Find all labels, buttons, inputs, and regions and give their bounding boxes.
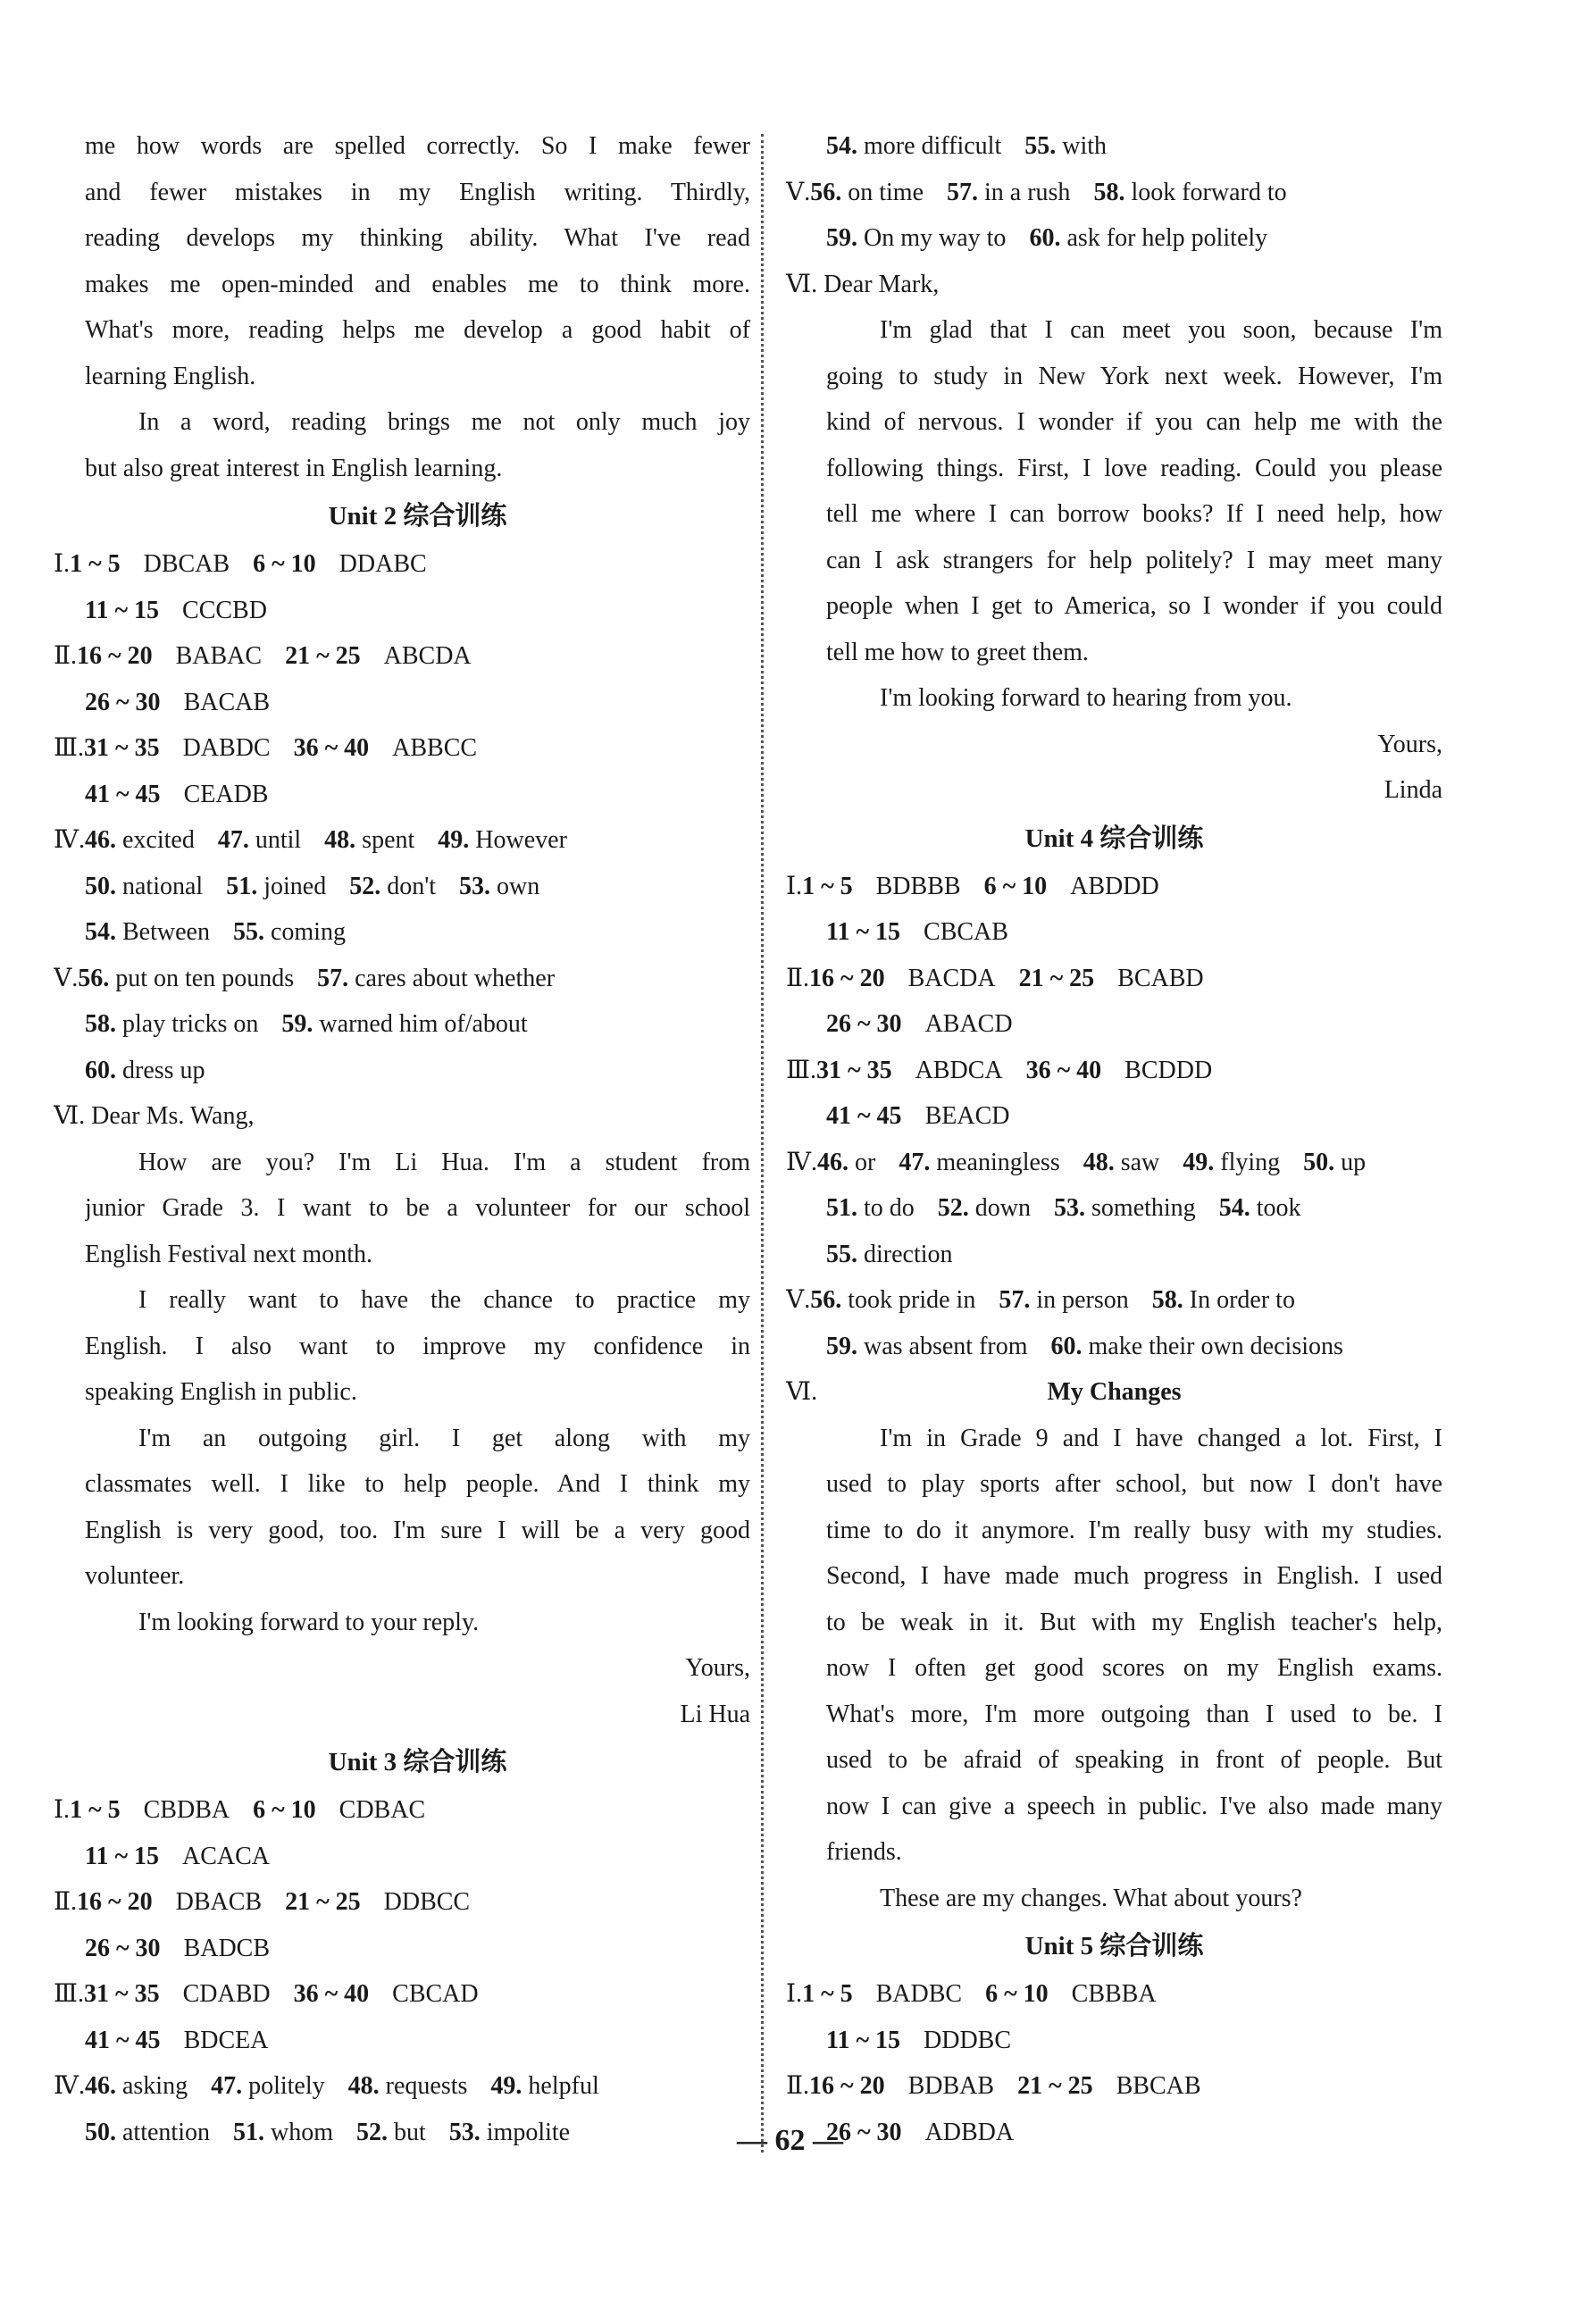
answer-text: requests [385, 2072, 468, 2100]
answer-row [54, 725, 750, 772]
answer-text: On my way to [864, 224, 1007, 252]
letter-paragraph [786, 307, 1442, 814]
question-number: 60. [1050, 1332, 1083, 1360]
text-line: but also great interest in English learning. [85, 454, 503, 482]
question-range: 16 ~ 20 [809, 2072, 885, 2100]
answer-text: ABBCC [392, 734, 478, 762]
answer-text: ADBDA [924, 2118, 1015, 2146]
text-line: now I often get good scores on my English exams. [826, 1654, 1442, 1682]
answer-text: put on ten pounds [115, 964, 295, 992]
question-range: 31 ~ 35 [816, 1056, 892, 1084]
question-range: 26 ~ 30 [826, 1010, 902, 1038]
answer-row [786, 215, 1442, 262]
roman-numeral: Ⅱ. [786, 2072, 810, 2100]
answer-row [85, 1001, 750, 1048]
roman-numeral: Ⅳ. [54, 826, 85, 854]
question-range: 21 ~ 25 [285, 1888, 361, 1916]
answer-row [786, 1140, 1442, 1186]
answer-row [786, 2063, 1442, 2110]
question-range: 31 ~ 35 [84, 734, 160, 762]
question-range: 1 ~ 5 [70, 550, 121, 578]
answer-row [85, 680, 750, 726]
question-range: 41 ~ 45 [85, 2026, 161, 2054]
text-line: kind of nervous. I wonder if you can help me with the [826, 408, 1442, 436]
answer-row [54, 2063, 750, 2110]
answer-row [85, 772, 750, 818]
answer-row [786, 1001, 1442, 1048]
text-line: learning English. [85, 362, 256, 390]
answer-text: cares about whether [355, 964, 556, 992]
answer-text: asking [121, 2072, 188, 2100]
question-number: 52. [937, 1194, 969, 1222]
question-number: 52. [349, 872, 381, 900]
answer-text: ABDCA [915, 1056, 1003, 1084]
answer-text: CCCBD [182, 596, 267, 624]
answer-text: ABDDD [1070, 872, 1159, 900]
text-line: can I ask strangers for help politely? I may meet many [826, 546, 1442, 574]
question-number: 49. [1183, 1148, 1215, 1176]
text-line: speaking English in public. [85, 1378, 357, 1406]
question-number: 53. [459, 872, 491, 900]
answer-text: BDBAB [907, 2072, 995, 2100]
question-range: 11 ~ 15 [85, 1842, 160, 1870]
answer-text: excited [121, 826, 195, 854]
answer-text: CDABD [182, 1980, 271, 2008]
answer-row [54, 1093, 750, 1140]
text-line: and fewer mistakes in my English writing. Thirdly, [85, 178, 750, 206]
roman-numeral: Ⅵ. [54, 1102, 86, 1130]
answer-row [786, 956, 1442, 1002]
question-number: 58. [85, 1010, 116, 1038]
question-number: 54. [85, 918, 116, 946]
question-range: 41 ~ 45 [85, 780, 161, 808]
answer-text: BABAC [175, 642, 263, 670]
answer-text: but [393, 2118, 426, 2146]
answer-text: something [1091, 1194, 1196, 1222]
answer-row [85, 909, 750, 956]
question-number: 46. [816, 1148, 849, 1176]
text-line: tell me where I can borrow books? If I need help, how [826, 500, 1442, 528]
answer-text: CBBBA [1071, 1980, 1157, 2008]
answer-row [786, 1185, 1442, 1232]
answer-text: attention [122, 2118, 210, 2146]
question-range: 26 ~ 30 [85, 688, 161, 716]
question-range: 1 ~ 5 [802, 872, 853, 900]
question-range: 26 ~ 30 [85, 1934, 161, 1962]
answer-row [85, 588, 750, 634]
answer-row [85, 1834, 750, 1880]
question-number: 48. [1083, 1148, 1115, 1176]
answer-text: whom [270, 2118, 333, 2146]
answer-text: was absent from [864, 1332, 1028, 1360]
question-range: 11 ~ 15 [826, 2026, 901, 2054]
text-line: English is very good, too. I'm sure I will be a very good [85, 1516, 750, 1544]
text-line: These are my changes. What about yours? [880, 1884, 1302, 1912]
text-line: me how words are spelled correctly. So I make fewer [85, 132, 750, 160]
essay-title-row [786, 1369, 1442, 1416]
question-range: 21 ~ 25 [1017, 2072, 1093, 2100]
section-title-unit4: Unit 4 综合训练 [1024, 823, 1204, 853]
answer-text: with [1062, 132, 1107, 160]
question-number: 50. [85, 872, 116, 900]
question-number: 53. [1054, 1194, 1086, 1222]
answer-text: took pride in [848, 1286, 976, 1314]
answer-text: up [1341, 1148, 1367, 1176]
roman-numeral: Ⅲ. [786, 1056, 817, 1084]
text-line: I really want to have the chance to practice my [138, 1286, 750, 1314]
question-number: 59. [281, 1010, 313, 1038]
text-line: used to play sports after school, but now I don't have [826, 1470, 1442, 1498]
question-number: 51. [232, 2118, 264, 2146]
answer-text: saw [1120, 1148, 1160, 1176]
question-range: 6 ~ 10 [253, 1796, 316, 1824]
question-number: 56. [810, 1286, 842, 1314]
answer-text: CBCAD [392, 1980, 479, 2008]
text-line: What's more, reading helps me develop a good habit of [85, 316, 750, 344]
question-number: 54. [1218, 1194, 1250, 1222]
text-line: classmates well. I like to help people. And I think my [85, 1470, 750, 1498]
column-divider [761, 134, 764, 2153]
roman-numeral: Ⅱ. [54, 642, 78, 670]
answer-text: warned him of/about [319, 1010, 528, 1038]
answer-text: or [854, 1148, 876, 1176]
question-range: 11 ~ 15 [85, 596, 160, 624]
question-number: 57. [947, 178, 978, 206]
question-number: 56. [810, 178, 842, 206]
question-number: 58. [1093, 178, 1125, 206]
question-number: 54. [826, 132, 857, 160]
question-range: 26 ~ 30 [826, 2118, 902, 2146]
question-number: 46. [84, 826, 116, 854]
answer-row [786, 1048, 1442, 1094]
question-range: 16 ~ 20 [77, 1888, 153, 1916]
question-range: 6 ~ 10 [985, 1980, 1049, 2008]
question-range: 21 ~ 25 [285, 642, 361, 670]
text-line: time to do it anymore. I'm really busy with my studies. [826, 1516, 1442, 1544]
answer-text: DBACB [175, 1888, 263, 1916]
letter-paragraph [85, 1140, 750, 1278]
text-line: I'm glad that I can meet you soon, because I'm [880, 316, 1442, 344]
roman-numeral: Ⅱ. [786, 964, 810, 992]
roman-numeral: Ⅴ. [786, 178, 811, 206]
roman-numeral: Ⅴ. [54, 964, 79, 992]
text-line: friends. [826, 1838, 902, 1866]
answer-text: BADCB [183, 1934, 271, 1962]
answer-text: on time [848, 178, 924, 206]
text-line: volunteer. [85, 1562, 185, 1590]
roman-numeral: Ⅰ. [54, 1796, 71, 1824]
roman-numeral: Ⅰ. [786, 872, 803, 900]
roman-numeral: Ⅲ. [54, 734, 85, 762]
roman-numeral: Ⅰ. [786, 1980, 803, 2008]
answer-row [786, 170, 1442, 216]
answer-row [786, 864, 1442, 910]
text-line: In a word, reading brings me not only much joy [138, 408, 750, 436]
answer-row [54, 817, 750, 864]
question-number: 48. [347, 2072, 380, 2100]
answer-text: look forward to [1131, 178, 1287, 206]
question-number: 47. [899, 1148, 931, 1176]
answer-text: BACAB [183, 688, 271, 716]
question-range: 1 ~ 5 [70, 1796, 121, 1824]
text-line: English. I also want to improve my confidence in [85, 1332, 750, 1360]
section-title-unit5: Unit 5 综合训练 [1024, 1932, 1204, 1960]
essay-paragraph [85, 123, 750, 399]
answer-row [85, 1048, 750, 1094]
question-number: 48. [324, 826, 356, 854]
letter-closing-line: I'm looking forward to hearing from you. [880, 684, 1292, 712]
answer-row [786, 1971, 1442, 2018]
answer-row [786, 1277, 1442, 1324]
text-line: makes me open-minded and enables me to think more. [85, 270, 750, 298]
text-line: I'm in Grade 9 and I have changed a lot. First, I [880, 1424, 1442, 1452]
question-number: 60. [85, 1056, 116, 1084]
text-line: I'm an outgoing girl. I get along with my [138, 1424, 750, 1452]
answer-text: ABCDA [383, 642, 472, 670]
answer-text: BBCAB [1116, 2072, 1201, 2100]
question-number: 47. [211, 2072, 243, 2100]
roman-numeral: Ⅲ. [54, 1980, 85, 2008]
question-range: 1 ~ 5 [802, 1980, 853, 2008]
question-number: 50. [1303, 1148, 1335, 1176]
essay-paragraph [786, 1416, 1442, 1922]
answer-text: CBCAB [924, 918, 1008, 946]
question-range: 31 ~ 35 [84, 1980, 160, 2008]
answer-row [54, 956, 750, 1002]
letter-yours: Yours, [685, 1654, 750, 1682]
letter-signature: Li Hua [680, 1700, 750, 1728]
answer-text: until [255, 826, 302, 854]
question-number: 50. [85, 2118, 116, 2146]
answer-row [54, 1971, 750, 2018]
answer-text: BDBBB [875, 872, 961, 900]
text-line: Second, I have made much progress in English. I used [826, 1562, 1442, 1590]
question-number: 51. [226, 872, 258, 900]
question-number: 59. [826, 224, 857, 252]
text-line: tell me how to greet them. [826, 638, 1089, 666]
text-line: How are you? I'm Li Hua. I'm a student from [138, 1148, 750, 1176]
answer-text: own [497, 872, 540, 900]
question-number: 55. [826, 1240, 857, 1268]
answer-row [786, 1093, 1442, 1140]
section-title-unit3: Unit 3 综合训练 [328, 1748, 507, 1776]
text-line: following things. First, I love reading. Could you please [826, 454, 1442, 482]
question-range: 6 ~ 10 [253, 550, 316, 578]
question-number: 49. [438, 826, 470, 854]
answer-text: DDBCC [383, 1888, 471, 1916]
answer-text: CDBAC [339, 1796, 426, 1824]
answer-text: BEACD [924, 1102, 1010, 1130]
text-line: to be weak in it. But with my English teacher's help, [826, 1608, 1442, 1636]
letter-yours: Yours, [1377, 730, 1442, 758]
question-range: 41 ~ 45 [826, 1102, 902, 1130]
answer-text: make their own decisions [1088, 1332, 1343, 1360]
question-number: 51. [826, 1194, 857, 1222]
letter-signature: Linda [1384, 776, 1442, 804]
question-number: 47. [217, 826, 249, 854]
answer-text: BDCEA [183, 2026, 269, 2054]
question-range: 36 ~ 40 [1025, 1056, 1102, 1084]
roman-numeral: Ⅳ. [54, 2072, 85, 2100]
answer-text: helpful [528, 2072, 599, 2100]
answer-text: national [122, 872, 204, 900]
text-line: English Festival next month. [85, 1240, 372, 1268]
text-line: now I can give a speech in public. I've also made many [826, 1792, 1442, 1820]
essay-paragraph [85, 399, 750, 491]
question-number: 46. [84, 2072, 116, 2100]
answer-text: spent [362, 826, 415, 854]
question-range: 16 ~ 20 [809, 964, 885, 992]
roman-numeral: Ⅳ. [786, 1148, 817, 1176]
section-title-unit2: Unit 2 综合训练 [328, 502, 507, 531]
answer-text: BADBC [875, 1980, 963, 2008]
answer-row [54, 1787, 750, 1834]
roman-numeral: Ⅰ. [54, 550, 71, 578]
text-line: What's more, I'm more outgoing than I used to be. I [826, 1700, 1442, 1728]
text-line: junior Grade 3. I want to be a volunteer for our school [85, 1194, 750, 1222]
right-column [786, 123, 1442, 2155]
answer-row [54, 541, 750, 588]
answer-text: BACDA [907, 964, 996, 992]
question-number: 57. [317, 964, 349, 992]
answer-text: DBCAB [143, 550, 230, 578]
answer-text: ask for help politely [1066, 224, 1268, 252]
answer-text: don't [387, 872, 437, 900]
answer-row [85, 1926, 750, 1972]
page-number: — 62 — [737, 2124, 843, 2157]
answer-text: CEADB [183, 780, 269, 808]
answer-text: politely [248, 2072, 325, 2100]
text-line: going to study in New York next week. However, I'm [826, 362, 1442, 390]
roman-numeral: Ⅱ. [54, 1888, 78, 1916]
question-number: 49. [490, 2072, 522, 2100]
answer-text: BCABD [1117, 964, 1204, 992]
question-range: 21 ~ 25 [1018, 964, 1095, 992]
answer-text: DABDC [182, 734, 271, 762]
question-range: 11 ~ 15 [826, 918, 901, 946]
essay-title: My Changes [1047, 1378, 1182, 1406]
question-number: 52. [355, 2118, 388, 2146]
letter-paragraph [85, 1416, 750, 1600]
roman-numeral: Ⅴ. [786, 1286, 811, 1314]
letter-paragraph [85, 1277, 750, 1416]
question-number: 58. [1151, 1286, 1183, 1314]
answer-row [54, 1879, 750, 1926]
answer-text: impolite [486, 2118, 571, 2146]
answer-row [85, 2018, 750, 2064]
question-number: 60. [1029, 224, 1061, 252]
question-number: 56. [78, 964, 110, 992]
answer-text: joined [263, 872, 327, 900]
answer-row [786, 1324, 1442, 1370]
text-line: people when I get to America, so I wonder if you could [826, 592, 1442, 620]
question-range: 16 ~ 20 [77, 642, 153, 670]
answer-text: ACACA [182, 1842, 271, 1870]
answer-row [786, 2018, 1442, 2064]
answer-row [85, 864, 750, 910]
answer-text: direction [864, 1240, 953, 1268]
answer-text: took [1256, 1194, 1301, 1222]
question-number: 59. [826, 1332, 857, 1360]
question-range: 36 ~ 40 [293, 1980, 370, 2008]
text-line: reading develops my thinking ability. What I've read [85, 224, 750, 252]
answer-row [786, 123, 1442, 170]
answer-text: BCDDD [1124, 1056, 1213, 1084]
answer-text: flying [1220, 1148, 1281, 1176]
answer-row [54, 633, 750, 680]
text-line: used to be afraid of speaking in front of people. But [826, 1746, 1442, 1774]
answer-text: more difficult [864, 132, 1002, 160]
answer-row [786, 1232, 1442, 1278]
question-number: 57. [999, 1286, 1031, 1314]
answer-text: In order to [1189, 1286, 1295, 1314]
roman-numeral: Ⅵ. [786, 1378, 818, 1406]
answer-text: in a rush [984, 178, 1071, 206]
answer-text: play tricks on [122, 1010, 259, 1038]
answer-text: ABACD [924, 1010, 1013, 1038]
answer-text: Between [122, 918, 210, 946]
answer-text: to do [864, 1194, 915, 1222]
question-number: 53. [448, 2118, 481, 2146]
answer-row [786, 262, 1442, 308]
answer-text: in person [1036, 1286, 1129, 1314]
answer-text: DDDBC [924, 2026, 1012, 2054]
answer-text: CBDBA [143, 1796, 230, 1824]
question-number: 55. [232, 918, 264, 946]
letter-salutation: Dear Mark, [823, 270, 940, 298]
answer-text: However [475, 826, 567, 854]
roman-numeral: Ⅵ. [786, 270, 818, 298]
question-range: 6 ~ 10 [983, 872, 1048, 900]
answer-text: coming [270, 918, 346, 946]
question-range: 36 ~ 40 [293, 734, 370, 762]
question-number: 55. [1024, 132, 1057, 160]
left-column [54, 123, 750, 2155]
answer-text: dress up [122, 1056, 205, 1084]
answer-text: DDABC [339, 550, 427, 578]
answer-text: meaningless [936, 1148, 1060, 1176]
letter-salutation: Dear Ms. Wang, [91, 1102, 255, 1130]
letter-closing-line: I'm looking forward to your reply. [138, 1608, 480, 1636]
answer-row [786, 909, 1442, 956]
answer-text: down [974, 1194, 1032, 1222]
